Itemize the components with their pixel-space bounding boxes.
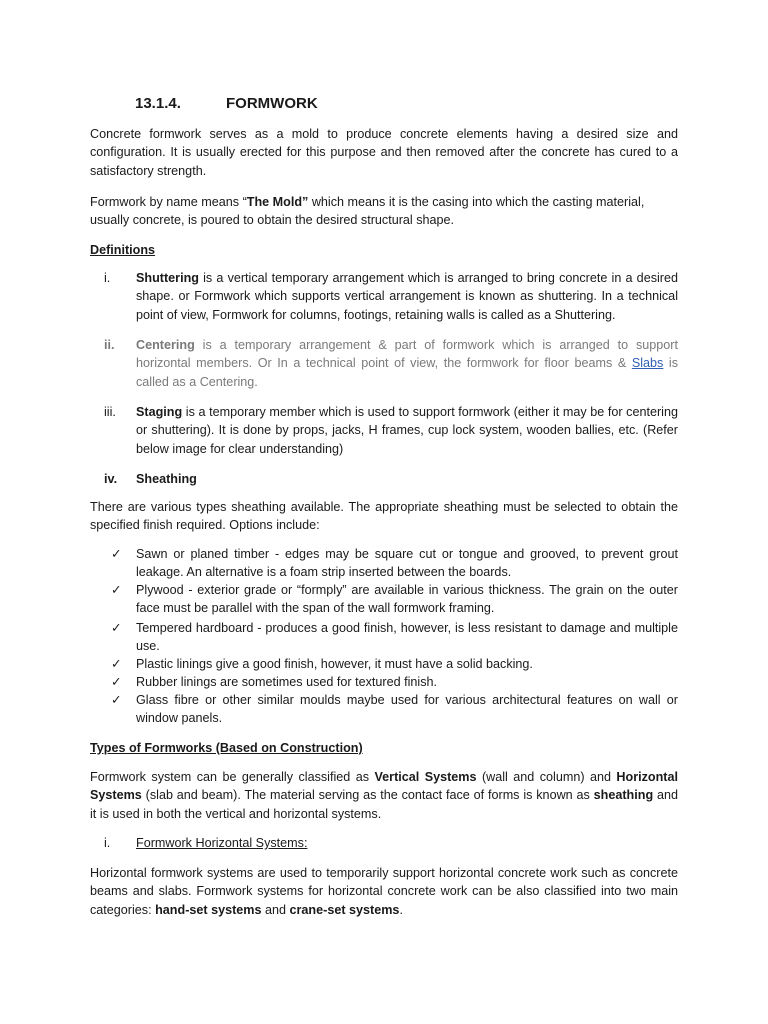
horizontal-text: and xyxy=(261,902,290,917)
p2-post: which means it is the casing into which the casting material, usually concrete, is poured to obtain the desired structural shape. xyxy=(90,195,645,228)
sheathing-intro: There are various types sheathing available. The appropriate sheathing must be selected to obtain the specified finish required. Options include: xyxy=(90,500,678,533)
sheathing-option: Glass fibre or other similar moulds maybe used for various architectural features on wall or window panels. xyxy=(136,693,678,726)
section-heading xyxy=(135,94,318,114)
list-number: iii. xyxy=(104,405,116,419)
sheathing-option: Sawn or planed timber - edges may be square cut or tongue and grooved, to prevent grout leakage. An alternative is a foam strip inserted between the boards. xyxy=(136,547,678,580)
checkmark-icon: ✓ xyxy=(111,657,122,671)
definition-sheathing: Sheathing xyxy=(136,472,197,486)
checkmark-icon: ✓ xyxy=(111,621,122,635)
intro-paragraph-2 xyxy=(90,193,678,230)
intro-paragraph-1: Concrete formwork serves as a mold to produce concrete elements having a desired size and configuration. It is usually erected for this purpose and then removed after the concrete has cured to a satisfactory strength. xyxy=(90,127,678,178)
checkmark-icon: ✓ xyxy=(111,675,122,689)
slabs-link[interactable]: Slabs xyxy=(631,356,664,371)
types-text: (slab and beam). The material serving as the contact face of forms is known as xyxy=(141,788,594,803)
horizontal-text: Horizontal formwork systems are used to temporarily support horizontal concrete work such as concrete beams and slabs. Formwork systems for horizontal concrete work can be also classified into two main categories: xyxy=(90,866,678,917)
term-staging: Staging xyxy=(136,405,183,419)
definition-text: is called as a Centering. xyxy=(136,356,679,389)
definition-text: is a vertical temporary arrangement which is arranged to bring concrete in a desired shape. or Formwork which supports vertical arrangement is known as shuttering. In a technical point of view, Formwork for columns, footings, retaining walls is called as a Shuttering. xyxy=(136,271,678,322)
sheathing-bold: sheathing xyxy=(593,788,654,803)
sheathing-option: Tempered hardboard - produces a good finish, however, is less resistant to damage and multiple use. xyxy=(136,621,678,654)
definition-text: is a temporary member which is used to support formwork (either it may be for centering or shuttering). It is done by props, jacks, H frames, cup lock system, wooden ballies, etc. (Refer below image for clear understanding) xyxy=(136,405,678,456)
types-paragraph xyxy=(90,768,678,823)
definition-shuttering xyxy=(136,269,678,324)
definitions-heading: Definitions xyxy=(90,243,156,257)
types-text: and it is used in both the vertical and horizontal systems. xyxy=(90,788,678,821)
term-shuttering: Shuttering xyxy=(136,271,199,285)
hand-set-bold: hand-set systems xyxy=(155,902,262,917)
vertical-systems-bold: Vertical Systems xyxy=(374,770,477,784)
list-number: ii. xyxy=(104,338,115,352)
the-mold-bold: The Mold” xyxy=(246,195,309,209)
sheathing-option: Plywood - exterior grade or “formply” are available in various thickness. The grain on the outer face must be parallel with the span of the wall formwork framing. xyxy=(136,583,678,616)
section-number: 13.1.4. xyxy=(135,95,181,112)
checkmark-icon: ✓ xyxy=(111,547,122,561)
definition-text: is a temporary arrangement & part of formwork which is arranged to support horizontal members. Or In a technical point of view, the formwork for floor beams & xyxy=(136,338,678,371)
term-centering: Centering xyxy=(136,338,195,352)
list-number: i. xyxy=(104,271,111,285)
sheathing-option: Plastic linings give a good finish, however, it must have a solid backing. xyxy=(136,657,533,671)
types-text: (wall and column) and xyxy=(476,770,617,784)
checkmark-icon: ✓ xyxy=(111,693,122,707)
crane-set-bold: crane-set systems xyxy=(289,902,400,917)
list-number: iv. xyxy=(104,472,118,486)
types-text: Formwork system can be generally classified as xyxy=(90,770,375,784)
sheathing-option: Rubber linings are sometimes used for textured finish. xyxy=(136,675,437,689)
types-heading: Types of Formworks (Based on Construction) xyxy=(90,741,363,755)
horizontal-systems-subheading: Formwork Horizontal Systems: xyxy=(136,836,308,850)
horizontal-text: . xyxy=(399,902,403,917)
checkmark-icon: ✓ xyxy=(111,583,122,597)
horizontal-paragraph xyxy=(90,864,678,919)
list-number: i. xyxy=(104,836,111,850)
horizontal-systems-bold: Horizontal Systems xyxy=(90,770,678,803)
section-title: FORMWORK xyxy=(226,95,318,112)
p2-pre: Formwork by name means “ xyxy=(90,195,247,209)
definition-staging xyxy=(136,403,678,458)
definition-centering xyxy=(136,336,678,391)
